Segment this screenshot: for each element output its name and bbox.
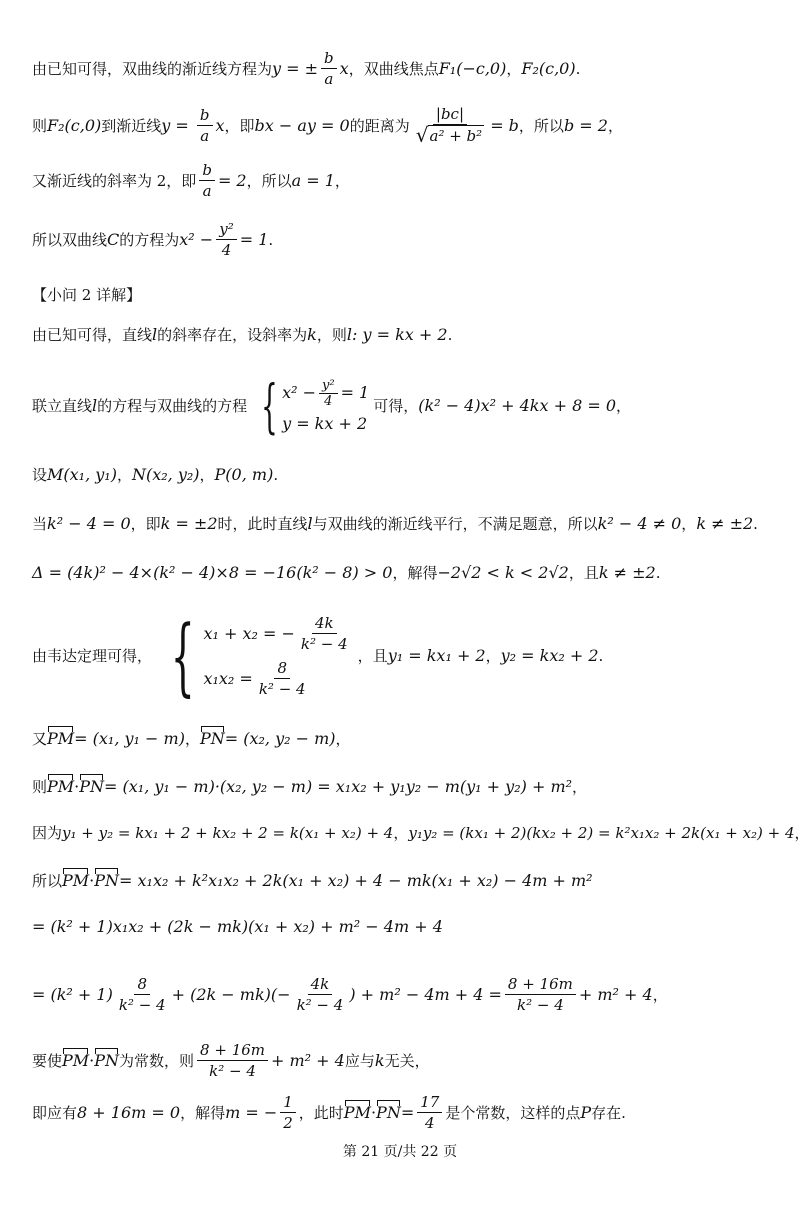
section-heading (32, 284, 780, 306)
denominator: k² − 4 (296, 996, 344, 1014)
math: l (92, 396, 98, 415)
text: 可得， (373, 397, 419, 415)
math: + m² + 4 (578, 984, 653, 1004)
math: P (580, 1102, 592, 1122)
numerator: b (321, 48, 337, 69)
math: l (307, 514, 313, 533)
text: . (447, 326, 453, 344)
numerator: y² (216, 219, 237, 240)
vector-pm: PM (47, 777, 75, 796)
math: · (74, 777, 80, 796)
fraction (256, 658, 309, 699)
text: 由已知可得，双曲线的渐近线方程为 (32, 59, 273, 78)
fraction (417, 1092, 442, 1133)
math: k² − 4 = 0 (47, 514, 131, 533)
fraction (199, 160, 215, 201)
text: ， (184, 730, 200, 748)
text: . (598, 647, 604, 665)
system-row (203, 611, 353, 656)
paragraph-conclusion (32, 1092, 780, 1133)
text: 到渐近线 (101, 116, 162, 135)
math: = 2 (217, 170, 247, 190)
numerator: 1 (280, 1092, 296, 1113)
numerator: y² (319, 378, 338, 394)
numerator: 8 + 16m (197, 1040, 268, 1061)
text: 的斜率存在，设斜率为 (157, 326, 308, 344)
math: k (374, 1050, 385, 1070)
paragraph-discriminant (32, 562, 780, 584)
text: 应与 (344, 1051, 375, 1070)
heading-text: 【小问 2 详解】 (32, 286, 142, 304)
math: · (89, 871, 95, 890)
text: 无关， (384, 1051, 430, 1070)
vector-pn: PN (376, 1102, 401, 1122)
text: 由韦达定理可得， (32, 647, 153, 665)
paragraph-vectors (32, 728, 780, 750)
denominator: k² − 4 (209, 1062, 256, 1080)
math: x² − (179, 229, 214, 249)
text: ，且 (357, 647, 388, 665)
fraction (116, 974, 169, 1015)
math: = (400, 1102, 415, 1122)
text: ，双曲线焦点 (348, 59, 439, 78)
math: x₁ + x₂ = − (203, 623, 295, 643)
math: −2√2 < k < 2√2 (437, 563, 569, 582)
text: ， (393, 824, 409, 842)
math: ) + m² − 4m + 4 = (349, 984, 502, 1004)
numerator: 4k (312, 613, 337, 634)
text: . (273, 466, 279, 484)
text: 所以双曲线 (32, 230, 108, 249)
numerator: 4k (308, 974, 333, 995)
denominator: k² − 4 (517, 996, 564, 1014)
math: y₁ = kx₁ + 2 (387, 646, 486, 665)
text: ， (794, 824, 810, 842)
text: ，即 (224, 116, 255, 135)
text: 所以 (32, 872, 63, 890)
fraction (216, 219, 237, 260)
paragraph-line-setup (32, 324, 780, 346)
system-row (203, 656, 353, 701)
vector-pm: PM (343, 1102, 371, 1122)
text: . (655, 564, 661, 582)
paragraph-dot-product (32, 776, 780, 798)
math: = (x₁, y₁ − m)·(x₂, y₂ − m) = x₁x₂ + y₁y₂ − m(y₁ + y₂) + m² (104, 777, 573, 796)
paragraph-simplify-1 (32, 916, 780, 938)
math: l: y = kx + 2 (346, 325, 448, 344)
math: bx − ay = 0 (254, 115, 350, 135)
text: 要使 (32, 1051, 63, 1070)
text: 因为 (32, 824, 63, 842)
math: Δ = (4k)² − 4×(k² − 4)×8 = −16(k² − 8) > 0 (32, 563, 393, 582)
math: k (307, 325, 317, 344)
text: ， (681, 515, 697, 533)
text: 当 (32, 515, 48, 533)
vector-pn: PN (94, 1050, 120, 1070)
numerator: 8 (134, 974, 150, 995)
text: 即应有 (32, 1103, 78, 1122)
math: + m² + 4 (271, 1050, 345, 1070)
math: M(x₁, y₁) (47, 465, 117, 484)
fraction (298, 613, 351, 654)
numerator: b (199, 160, 215, 181)
denominator: 2 (283, 1114, 293, 1132)
denominator: 4 (324, 393, 333, 409)
math: + (2k − mk)(− (171, 984, 291, 1004)
page-number: 第 21 页/共 22 页 (342, 1144, 458, 1160)
math: k = ±2 (160, 514, 218, 533)
math: b = 2 (563, 115, 608, 135)
text: 又 (32, 730, 48, 748)
numerator: b (197, 105, 213, 126)
numerator: |bc| (433, 104, 467, 125)
text: 的方程为 (119, 230, 180, 249)
fraction (505, 974, 576, 1015)
paragraph-system (32, 374, 780, 438)
math: C (107, 229, 120, 249)
text: 由已知可得，直线 (32, 326, 153, 344)
math: x₁x₂ = (203, 668, 253, 688)
math: y₁ + y₂ = kx₁ + 2 + kx₂ + 2 = k(x₁ + x₂) + 4 (62, 824, 394, 842)
math: l (152, 325, 158, 344)
text: ， (652, 985, 668, 1004)
fraction (319, 378, 338, 409)
fraction (321, 48, 337, 89)
text: . (575, 59, 581, 78)
math: y₂ = kx₂ + 2 (500, 646, 599, 665)
denominator: 4 (221, 241, 232, 259)
paragraph-hyperbola-equation (32, 219, 780, 260)
math: · (89, 1050, 95, 1070)
text: ，此时 (298, 1103, 344, 1122)
math: = x₁x₂ + k²x₁x₂ + 2k(x₁ + x₂) + 4 − mk(x₁ + x₂) − 4m + m² (119, 871, 593, 890)
math: k ≠ ±2 (598, 563, 656, 582)
paragraph-distance (32, 104, 780, 147)
text: ， (607, 116, 623, 135)
paragraph-points (32, 464, 780, 486)
denominator: a (202, 182, 212, 200)
text: 为常数，则 (119, 1051, 195, 1070)
fraction (197, 1040, 268, 1081)
paragraph-simplify-2 (32, 974, 780, 1015)
denominator: a (324, 70, 334, 88)
math: F₂(c,0) (521, 58, 576, 78)
text: 则 (32, 116, 48, 135)
equation-system: { x² − $\frac{\text{y²}}{4}$ = 1 y = kx + 2 (261, 372, 370, 440)
fraction (413, 104, 487, 147)
vector-pm: PM (62, 871, 90, 890)
vector-pm: PM (47, 729, 75, 748)
paragraph-sum-product (32, 822, 810, 844)
denominator: k² − 4 (300, 635, 348, 653)
text: ，解得 (392, 564, 438, 582)
fraction (197, 105, 213, 146)
text: ，且 (568, 564, 599, 582)
math: x (215, 115, 225, 135)
fraction (294, 974, 347, 1015)
paragraph-slope (32, 160, 780, 201)
denominator: k² − 4 (118, 996, 166, 1014)
text: ， (506, 59, 522, 78)
text: 与双曲线的渐近线平行，不满足题意，所以 (312, 515, 598, 533)
text: 的距离为 (349, 116, 410, 135)
math: k ≠ ±2 (696, 514, 754, 533)
text: 存在. (591, 1103, 626, 1122)
math: · (370, 1102, 377, 1122)
text: ， (335, 730, 351, 748)
math: = 1 (239, 229, 269, 249)
math: x (339, 58, 349, 78)
text: ， (616, 397, 632, 415)
text: ， (334, 171, 350, 190)
math: = (k² + 1)x₁x₂ + (2k − mk)(x₁ + x₂) + m² − 4m + 4 (32, 917, 443, 936)
math: k² − 4 ≠ 0 (597, 514, 682, 533)
vector-pm: PM (62, 1050, 90, 1070)
math: = 1 (340, 383, 370, 402)
vector-pn: PN (94, 871, 120, 890)
system-row (282, 376, 369, 411)
text: ，所以 (518, 116, 564, 135)
paragraph-parallel-case (32, 513, 780, 535)
text: ， (572, 778, 588, 796)
paragraph-expand (32, 870, 780, 892)
math: m = − (225, 1102, 278, 1122)
numerator: 17 (417, 1092, 442, 1113)
math: y = ± (272, 58, 319, 78)
text: 时，此时直线 (217, 515, 308, 533)
text: ，解得 (180, 1103, 226, 1122)
math: a = 1 (291, 170, 335, 190)
math: F₁(−c,0) (438, 58, 507, 78)
text: ， (199, 466, 215, 484)
math: P(0, m) (214, 465, 274, 484)
vector-pn: PN (79, 777, 105, 796)
text: 又渐近线的斜率为 2，即 (32, 171, 197, 190)
denominator: √ a² + b² (415, 123, 483, 147)
math: = (x₁, y₁ − m) (74, 729, 185, 748)
text: . (753, 515, 758, 533)
text: . (268, 230, 274, 249)
text: ， (485, 647, 501, 665)
numerator: 8 + 16m (505, 974, 576, 995)
text: ，即 (130, 515, 161, 533)
math: = (k² + 1) (32, 984, 113, 1004)
radicand: a² + b² (429, 127, 483, 145)
paragraph-asymptote (32, 48, 780, 89)
text: ，则 (316, 326, 347, 344)
math: N(x₂, y₂) (131, 465, 200, 484)
text: ， (116, 466, 132, 484)
text: ，所以 (246, 171, 292, 190)
math: = (x₂, y₂ − m) (224, 729, 336, 748)
math: = b (490, 115, 519, 135)
math: y₁y₂ = (kx₁ + 2)(kx₂ + 2) = k²x₁x₂ + 2k(x₁ + x₂) + 4 (408, 824, 795, 842)
denominator: 4 (424, 1114, 435, 1132)
math: (k² − 4)x² + 4kx + 8 = 0 (418, 396, 617, 415)
denominator: k² − 4 (258, 680, 306, 698)
denominator: a (200, 127, 210, 145)
vector-pn: PN (199, 729, 225, 748)
text: 则 (32, 778, 48, 796)
paragraph-constant-condition (32, 1040, 780, 1081)
math: y = (161, 115, 194, 135)
system-row: y = kx + 2 (282, 413, 368, 433)
fraction (280, 1092, 296, 1133)
math: x² − (282, 383, 316, 402)
text: 是个常数，这样的点 (445, 1103, 581, 1122)
math: 8 + 16m = 0 (77, 1102, 181, 1122)
text: 联立直线 (32, 397, 93, 415)
text: 的方程与双曲线的方程 (97, 397, 248, 415)
numerator: 8 (274, 658, 290, 679)
math: F₂(c,0) (47, 115, 102, 135)
equation-system: { x₁ + x₂ = − $\frac{4k}{\text{k² − 4}}$ x₁x₂ = $\frac{8}{\text{k² − 4}}$ (156, 611, 354, 701)
text: 设 (32, 466, 48, 484)
paragraph-vieta (32, 608, 780, 704)
